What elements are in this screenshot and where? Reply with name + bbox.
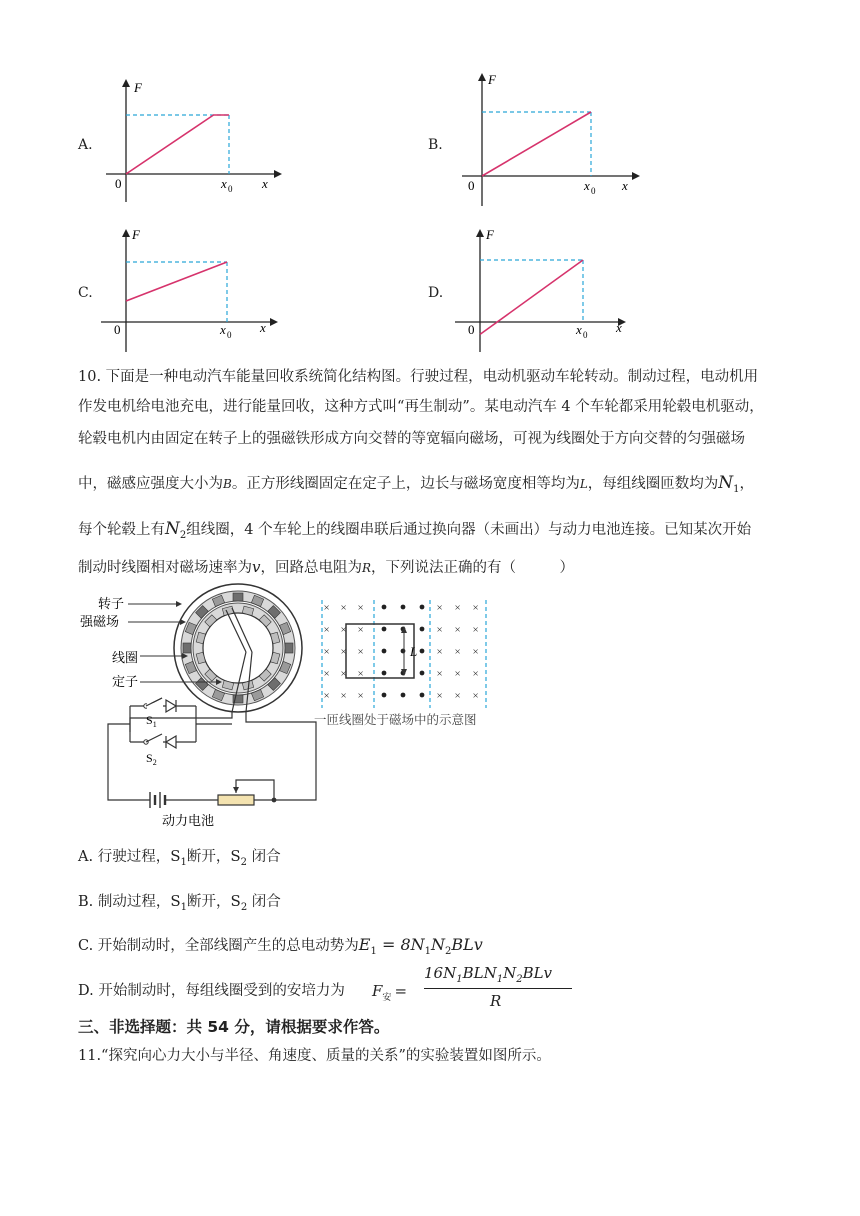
x-label: x	[622, 178, 628, 193]
x0-subscript: 0	[583, 330, 588, 340]
option-c[interactable]: C. 开始制动时，全部线圈产生的总电动势为$E_1 = 8N_1N_2BLv$	[78, 935, 483, 957]
x-axis-arrow	[632, 172, 640, 180]
field-diagram	[314, 600, 486, 727]
field-out-symbol	[401, 693, 406, 698]
x-axis-arrow	[274, 170, 282, 178]
q10-line-5: 每个轮毂上有$N_2$组线圈，4 个车轮上的线圈串联后通过换向器（未画出）与动力电池连接。已知某次开始	[78, 519, 752, 541]
graph-d	[450, 222, 640, 356]
x0-label: x	[221, 176, 227, 191]
origin-label: 0	[468, 178, 475, 193]
field-into-symbol: ×	[436, 646, 443, 658]
y-label: F	[132, 227, 140, 242]
diode-d1	[166, 700, 176, 712]
field-out-symbol	[382, 627, 387, 632]
graph-c	[96, 222, 286, 356]
x-axis-arrow	[270, 318, 278, 326]
wire	[246, 712, 316, 800]
x0-label: x	[584, 178, 590, 193]
y-label: F	[488, 72, 496, 87]
field-into-symbol: ×	[323, 624, 330, 636]
label-s2: $S_2$	[146, 751, 157, 767]
field-out-symbol	[420, 693, 425, 698]
field-into-symbol: ×	[357, 624, 364, 636]
var-n2: N	[165, 519, 180, 539]
y-axis-arrow	[478, 73, 486, 81]
option-a[interactable]: A. 行驶过程，$S_1$断开，$S_2$ 闭合	[78, 847, 281, 868]
field-into-symbol: ×	[454, 602, 461, 614]
question-11: 11.“探究向心力大小与半径、角速度、质量的关系”的实验装置如图所示。	[78, 1048, 551, 1064]
field-out-symbol	[382, 605, 387, 610]
field-into-symbol: ×	[472, 602, 479, 614]
x-label: x	[616, 320, 622, 335]
field-into-symbol: ×	[340, 668, 347, 680]
field-out-symbol	[382, 649, 387, 654]
section-heading: 三、非选择题：共 54 分，请根据要求作答。	[78, 1018, 390, 1036]
series-line	[482, 112, 591, 176]
field-into-symbol: ×	[472, 690, 479, 702]
field-into-symbol: ×	[357, 602, 364, 614]
wire	[108, 724, 150, 800]
y-label: F	[486, 227, 494, 242]
field-into-symbol: ×	[323, 646, 330, 658]
stator-center	[203, 613, 273, 683]
option-d[interactable]: D. 开始制动时，每组线圈受到的安培力为	[78, 983, 345, 999]
slider-arrow	[233, 787, 239, 793]
field-into-symbol: ×	[357, 690, 364, 702]
field-into-symbol: ×	[436, 668, 443, 680]
series-line	[126, 262, 227, 301]
fraction-bar	[424, 988, 572, 989]
graph-a	[96, 72, 286, 212]
q10-line-4: 中，磁感应强度大小为B。正方形线圈固定在定子上，边长与磁场宽度相等均为L，每组线圈匝数均为$N_1$，	[78, 473, 755, 495]
option-label: A.	[78, 137, 93, 153]
q10-line-1: 10. 下面是一种电动汽车能量回收系统简化结构图。行驶过程，电动机驱动车轮转动。制动过程，电动机用	[78, 369, 759, 385]
label-l: L	[410, 644, 418, 659]
y-label: F	[134, 80, 142, 95]
field-into-symbol: ×	[340, 690, 347, 702]
origin-label: 0	[468, 322, 475, 337]
field-into-symbol: ×	[472, 668, 479, 680]
var-b: B	[223, 477, 232, 491]
magnet-block	[183, 643, 191, 653]
x-label: x	[260, 320, 266, 335]
diode-d2	[166, 736, 176, 748]
option-label: B.	[428, 137, 443, 153]
field-into-symbol: ×	[454, 690, 461, 702]
field-into-symbol: ×	[472, 624, 479, 636]
label-rotor: 转子	[98, 596, 125, 611]
field-out-symbol	[420, 605, 425, 610]
field-out-symbol	[420, 627, 425, 632]
option-b[interactable]: B. 制动过程，$S_1$断开，$S_2$ 闭合	[78, 892, 281, 913]
field-into-symbol: ×	[454, 624, 461, 636]
option-label: D.	[428, 285, 444, 301]
graph-b	[452, 66, 642, 212]
field-into-symbol: ×	[436, 602, 443, 614]
q10-line-6: 制动时线圈相对磁场速率为v，回路总电阻为R，下列说法正确的有（ ）	[78, 558, 575, 576]
option-label: C.	[78, 285, 93, 301]
field-out-symbol	[420, 649, 425, 654]
label-battery: 动力电池	[162, 813, 215, 828]
field-into-symbol: ×	[357, 668, 364, 680]
field-into-symbol: ×	[323, 602, 330, 614]
field-caption: 一匝线圈处于磁场中的示意图	[314, 713, 477, 727]
series-line	[126, 115, 229, 174]
x0-subscript: 0	[227, 330, 232, 340]
field-into-symbol: ×	[454, 668, 461, 680]
label-stator: 定子	[112, 674, 139, 689]
field-into-symbol: ×	[323, 690, 330, 702]
field-out-symbol	[382, 671, 387, 676]
field-into-symbol: ×	[454, 646, 461, 658]
motor-circuit-figure	[70, 582, 510, 832]
var-v: v	[252, 558, 261, 576]
label-s1: $S_1$	[146, 713, 157, 729]
field-into-symbol: ×	[323, 668, 330, 680]
label-coil: 线圈	[112, 650, 139, 665]
field-out-symbol	[401, 605, 406, 610]
field-into-symbol: ×	[357, 646, 364, 658]
origin-label: 0	[114, 322, 121, 337]
y-axis-arrow	[476, 229, 484, 237]
x0-subscript: 0	[591, 186, 596, 196]
var-l: L	[579, 477, 588, 491]
magnet-block	[233, 593, 243, 601]
y-axis-arrow	[122, 229, 130, 237]
origin-label: 0	[115, 176, 122, 191]
q10-line-3: 轮毂电机内由固定在转子上的强磁铁形成方向交替的等宽辐向磁场，可视为线圈处于方向交替的匀强磁场	[78, 431, 745, 447]
rheostat[interactable]	[218, 795, 254, 805]
magnet-block	[285, 643, 293, 653]
var-n1: N	[718, 473, 734, 493]
x0-subscript: 0	[228, 184, 233, 194]
field-symbols	[324, 602, 479, 702]
field-out-symbol	[401, 649, 406, 654]
var-r: R	[361, 561, 372, 575]
field-out-symbol	[382, 693, 387, 698]
field-into-symbol: ×	[472, 646, 479, 658]
field-into-symbol: ×	[340, 602, 347, 614]
junction-dot	[272, 798, 277, 803]
field-into-symbol: ×	[436, 690, 443, 702]
label-magnet: 强磁场	[80, 614, 120, 629]
series-line	[480, 260, 583, 334]
field-into-symbol: ×	[340, 624, 347, 636]
y-axis-arrow	[122, 79, 130, 87]
arrowhead	[176, 601, 182, 607]
field-out-symbol	[420, 671, 425, 676]
x0-label: x	[220, 322, 226, 337]
field-into-symbol: ×	[436, 624, 443, 636]
q10-line-2: 作发电机给电池充电，进行能量回收，这种方式叫“再生制动”。某电动汽车 4 个车轮都采用轮毂电机驱动，	[78, 399, 764, 415]
x0-label: x	[576, 322, 582, 337]
x-label: x	[262, 176, 268, 191]
field-into-symbol: ×	[340, 646, 347, 658]
